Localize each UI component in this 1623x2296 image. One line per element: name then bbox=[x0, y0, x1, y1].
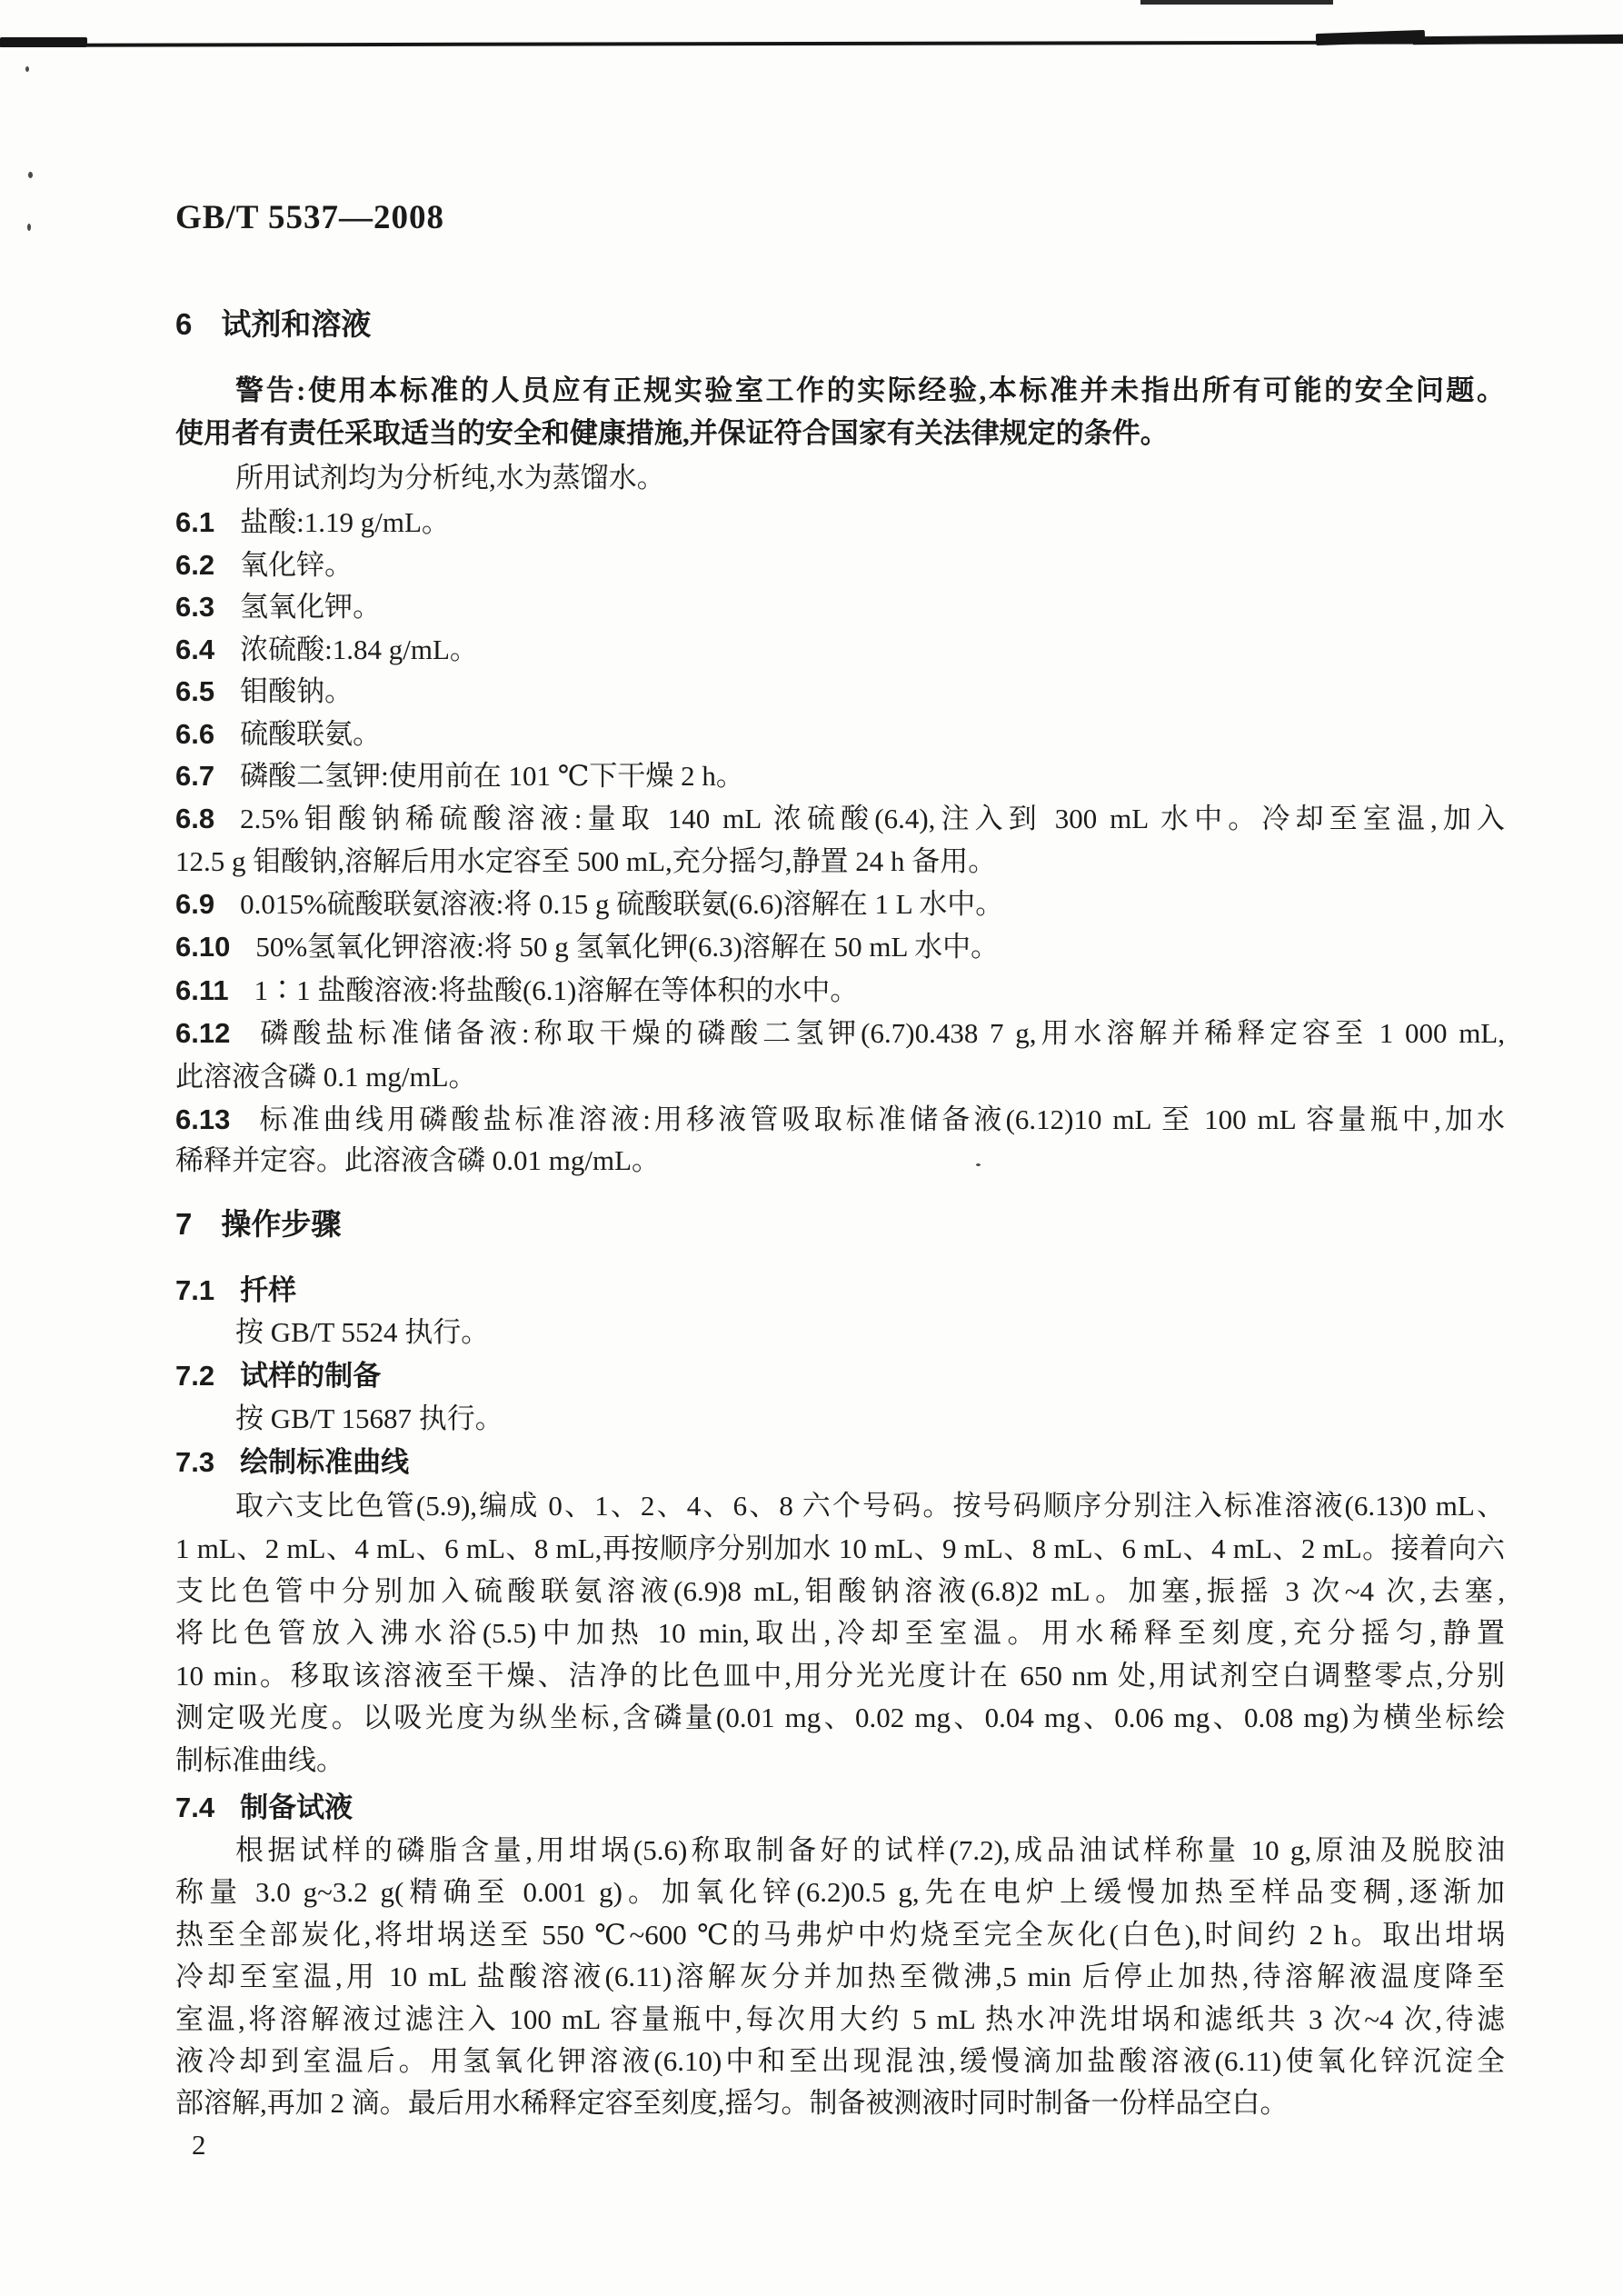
item-6-10 bbox=[175, 925, 1505, 969]
item-6-12-line-2: 此溶液含磷 0.1 mg/mL。 bbox=[175, 1061, 477, 1093]
item-6-12-line-1 bbox=[175, 1012, 1505, 1055]
item-6-5-number: 6.5 bbox=[175, 675, 215, 707]
item-6-11-number: 6.11 bbox=[175, 974, 229, 1006]
para-7-3-line-6: 测定吸光度。以吸光度为纵坐标,含磷量(0.01 mg、0.02 mg、0.04 mg、0.06 mg、0.08 mg)为横坐标绘 bbox=[175, 1702, 1505, 1733]
section-7-1-title: 扦样 bbox=[240, 1274, 297, 1306]
page-header-standard-code: GB/T 5537—2008 bbox=[175, 199, 444, 236]
item-6-11-text: 1∶1 盐酸溶液:将盐酸(6.1)溶解在等体积的水中。 bbox=[254, 974, 859, 1006]
scan-speck bbox=[27, 224, 31, 231]
para-7-4-line-7: 部溶解,再加 2 滴。最后用水稀释定容至刻度,摇匀。制备被测液时同时制备一份样品空白。 bbox=[175, 2087, 1289, 2119]
item-6-10-text: 50%氢氧化钾溶液:将 50 g 氢氧化钾(6.3)溶解在 50 mL 水中。 bbox=[255, 931, 1000, 963]
para-7-3-line-4: 将比色管放入沸水浴(5.5)中加热 10 min,取出,冷却至室温。用水稀释至刻度,充分摇匀,静置 bbox=[175, 1617, 1505, 1649]
section-7-3-title: 绘制标准曲线 bbox=[240, 1446, 410, 1478]
item-6-6 bbox=[175, 713, 1505, 756]
item-6-8-line-1 bbox=[175, 797, 1505, 841]
para-7-4-line-3: 热至全部炭化,将坩埚送至 550 ℃~600 ℃的马弗炉中灼烧至完全灰化(白色),时间约 2 h。取出坩埚 bbox=[175, 1919, 1505, 1951]
item-6-1-text: 盐酸:1.19 g/mL。 bbox=[240, 506, 450, 538]
item-6-1 bbox=[175, 501, 1505, 544]
section-7-4-heading bbox=[175, 1786, 1505, 1830]
para-7-4-line-4: 冷却至室温,用 10 mL 盐酸溶液(6.11)溶解灰分并加热至微沸,5 min 后停止加热,待溶解液温度降至 bbox=[175, 1961, 1505, 1992]
item-6-13-text: 标准曲线用磷酸盐标准溶液:用移液管吸取标准储备液(6.12)10 mL 至 100 mL 容量瓶中,加水 bbox=[255, 1103, 1505, 1135]
para-7-4-line-6: 液冷却到室温后。用氢氧化钾溶液(6.10)中和至出现混浊,缓慢滴加盐酸溶液(6.11)使氧化锌沉淀全 bbox=[175, 2045, 1505, 2077]
item-6-5-text: 钼酸钠。 bbox=[240, 675, 353, 707]
item-6-8-line-2: 12.5 g 钼酸钠,溶解后用水定容至 500 mL,充分摇匀,静置 24 h 备用。 bbox=[175, 845, 997, 877]
para-7-4-line-5: 室温,将溶解液过滤注入 100 mL 容量瓶中,每次用大约 5 mL 热水冲洗坩埚和滤纸共 3 次~4 次,待滤 bbox=[175, 2003, 1505, 2035]
para-7-3-line-5: 10 min。移取该溶液至干燥、洁净的比色皿中,用分光光度计在 650 nm 处,用试剂空白调整零点,分别 bbox=[175, 1660, 1505, 1692]
item-6-6-text: 硫酸联氨。 bbox=[240, 718, 382, 750]
item-6-8-text: 2.5%钼酸钠稀硫酸溶液:量取 140 mL 浓硫酸(6.4),注入到 300 mL 水中。冷却至室温,加入 bbox=[240, 803, 1505, 834]
item-6-12-number: 6.12 bbox=[175, 1017, 231, 1049]
item-6-1-number: 6.1 bbox=[175, 506, 215, 538]
scan-artifact-top-right-line bbox=[1140, 0, 1333, 5]
section-6-number: 6 bbox=[175, 307, 193, 341]
item-6-12-text: 磷酸盐标准储备液:称取干燥的磷酸二氢钾(6.7)0.438 7 g,用水溶解并稀释定容至 1 000 mL, bbox=[255, 1017, 1505, 1049]
item-6-7-number: 6.7 bbox=[175, 760, 215, 792]
item-6-4 bbox=[175, 628, 1505, 672]
section-7-1-heading bbox=[175, 1269, 1505, 1313]
item-6-7 bbox=[175, 754, 1505, 798]
item-6-4-text: 浓硫酸:1.84 g/mL。 bbox=[240, 634, 478, 665]
section-6-title: 试剂和溶液 bbox=[221, 307, 372, 341]
para-7-3-line-3: 支比色管中分别加入硫酸联氨溶液(6.9)8 mL,钼酸钠溶液(6.8)2 mL。加塞,振摇 3 次~4 次,去塞, bbox=[175, 1575, 1505, 1607]
section-7-2-heading bbox=[175, 1354, 1505, 1398]
item-6-9-number: 6.9 bbox=[175, 888, 215, 920]
section-7-3-heading bbox=[175, 1441, 1505, 1484]
warning-line-2: 使用者有责任采取适当的安全和健康措施,并保证符合国家有关法律规定的条件。 bbox=[175, 417, 1169, 449]
section-7-1-number: 7.1 bbox=[175, 1274, 215, 1306]
section-7-title: 操作步骤 bbox=[221, 1207, 342, 1241]
page-number: 2 bbox=[192, 2129, 206, 2161]
item-6-7-text: 磷酸二氢钾:使用前在 101 ℃下干燥 2 h。 bbox=[240, 760, 744, 792]
section-7-2-body: 按 GB/T 15687 执行。 bbox=[235, 1403, 503, 1434]
para-7-3-line-1: 取六支比色管(5.9),编成 0、1、2、4、6、8 六个号码。按号码顺序分别注入标准溶液(6.13)0 mL、 bbox=[235, 1490, 1505, 1522]
scan-speck bbox=[28, 172, 33, 178]
item-6-13-line-2: 稀释并定容。此溶液含磷 0.01 mg/mL。 bbox=[175, 1144, 661, 1176]
item-6-10-number: 6.10 bbox=[175, 931, 231, 963]
item-6-11 bbox=[175, 969, 1505, 1013]
item-6-3-number: 6.3 bbox=[175, 591, 215, 623]
item-6-2 bbox=[175, 544, 1505, 587]
section-7-heading bbox=[175, 1203, 1505, 1246]
item-6-8-number: 6.8 bbox=[175, 803, 215, 834]
section-6-heading bbox=[175, 303, 1505, 346]
section-7-3-number: 7.3 bbox=[175, 1446, 215, 1478]
item-6-3-text: 氢氧化钾。 bbox=[240, 591, 382, 623]
item-6-5 bbox=[175, 670, 1505, 714]
item-6-13-line-1 bbox=[175, 1098, 1505, 1142]
warning-line-1: 警告:使用本标准的人员应有正规实验室工作的实际经验,本标准并未指出所有可能的安全问题。 bbox=[235, 374, 1505, 406]
item-6-2-number: 6.2 bbox=[175, 549, 215, 581]
item-6-3 bbox=[175, 585, 1505, 629]
item-6-13-number: 6.13 bbox=[175, 1103, 231, 1135]
section-7-2-number: 7.2 bbox=[175, 1360, 215, 1392]
para-7-3-line-2: 1 mL、2 mL、4 mL、6 mL、8 mL,再按顺序分别加水 10 mL、9 mL、8 mL、6 mL、4 mL、2 mL。接着向六 bbox=[175, 1532, 1505, 1564]
item-6-2-text: 氧化锌。 bbox=[240, 549, 353, 581]
scan-artifact-left-blob bbox=[0, 37, 87, 47]
section-7-2-title: 试样的制备 bbox=[240, 1360, 382, 1392]
item-6-9 bbox=[175, 883, 1505, 926]
para-7-4-line-2: 称量 3.0 g~3.2 g(精确至 0.001 g)。加氧化锌(6.2)0.5 g,先在电炉上缓慢加热至样品变稠,逐渐加 bbox=[175, 1876, 1505, 1908]
para-7-4-line-1: 根据试样的磷脂含量,用坩埚(5.6)称取制备好的试样(7.2),成品油试样称量 10 g,原油及脱胶油 bbox=[235, 1834, 1505, 1866]
item-6-9-text: 0.015%硫酸联氨溶液:将 0.15 g 硫酸联氨(6.6)溶解在 1 L 水中。 bbox=[240, 888, 1004, 920]
section-7-4-title: 制备试液 bbox=[240, 1792, 353, 1823]
item-6-6-number: 6.6 bbox=[175, 718, 215, 750]
reagents-intro: 所用试剂均为分析纯,水为蒸馏水。 bbox=[235, 462, 665, 494]
scan-speck bbox=[25, 66, 29, 72]
section-7-4-number: 7.4 bbox=[175, 1792, 215, 1823]
section-7-number: 7 bbox=[175, 1207, 193, 1241]
item-6-4-number: 6.4 bbox=[175, 634, 215, 665]
section-7-1-body: 按 GB/T 5524 执行。 bbox=[235, 1316, 490, 1348]
para-7-3-line-7: 制标准曲线。 bbox=[175, 1744, 344, 1776]
